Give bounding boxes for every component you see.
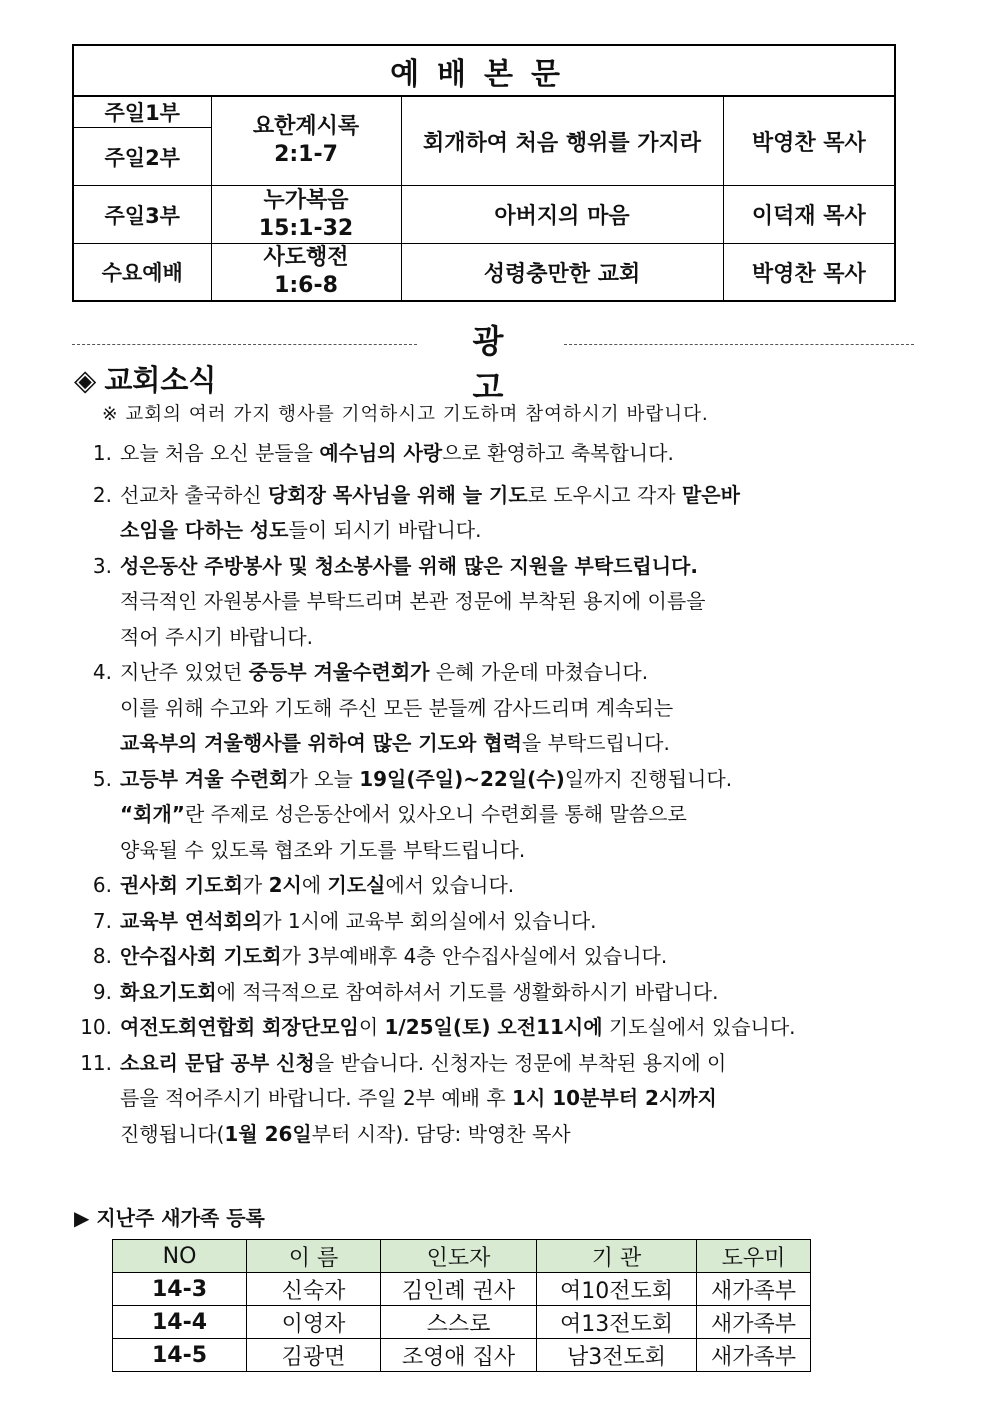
pastor-name: 이덕재 목사 <box>723 186 895 244</box>
service-name: 주일3부 <box>73 186 211 244</box>
item-number: 7. <box>92 908 112 933</box>
item-number: 2. <box>92 482 112 507</box>
service-name: 주일2부 <box>73 128 211 186</box>
text: 기도실에서 있습니다. <box>602 1015 796 1039</box>
announcement-list <box>72 436 902 1152</box>
announcement-item <box>72 904 902 940</box>
text: 부터 시작). 담당: 박영찬 목사 <box>311 1121 571 1146</box>
bold-text: 1시 10분부터 2시까지 <box>512 1086 717 1110</box>
announcement-item <box>72 868 902 904</box>
text: 오늘 처음 오신 분들을 <box>120 441 320 465</box>
table-cell: 새가족부 <box>697 1339 811 1372</box>
bold-text: 고등부 겨울 수련회 <box>120 766 289 791</box>
table-row <box>113 1306 811 1339</box>
bold-text: 권사회 기도회 <box>120 873 243 897</box>
table-cell: 신숙자 <box>247 1273 381 1306</box>
table-row <box>113 1273 811 1306</box>
dashed-divider <box>72 344 417 345</box>
text: 적어 주시기 바랍니다. <box>120 624 313 649</box>
text: 란 주제로 성은동산에서 있사오니 수련회를 통해 말씀으로 <box>184 802 687 826</box>
text: 적극적인 자원봉사를 부탁드리며 본관 정문에 부착된 용지에 이름을 <box>120 589 706 613</box>
bold-text: 예수님의 사랑 <box>319 441 443 465</box>
table-cell: 여13전도회 <box>537 1306 697 1339</box>
text: 가 3부예배후 4층 안수집사실에서 있습니다. <box>281 944 668 968</box>
column-header: NO <box>113 1240 247 1273</box>
worship-table <box>72 44 896 302</box>
item-line <box>120 797 902 833</box>
text: 에서 있습니다. <box>385 873 515 897</box>
section-note: ※ 교회의 여러 가지 행사를 기억하시고 기도하며 참여하시기 바랍니다. <box>102 404 709 425</box>
item-line <box>120 584 902 620</box>
table-cell: 새가족부 <box>697 1273 811 1306</box>
bold-text: 소요리 문답 공부 신청 <box>120 1050 315 1075</box>
bold-text: 소임을 다하는 성도 <box>120 518 289 542</box>
item-number: 9. <box>92 979 112 1004</box>
text: 로 도우시고 각자 <box>527 482 682 507</box>
text: 일까지 진행됩니다. <box>564 766 733 791</box>
item-line <box>120 620 902 656</box>
table-cell: 김인례 권사 <box>381 1273 537 1306</box>
scripture-verse: 1:6-8 <box>274 273 338 298</box>
table-cell: 이영자 <box>247 1306 381 1339</box>
item-line <box>120 436 902 472</box>
table-cell: 여10전도회 <box>537 1273 697 1306</box>
bold-text: 1/25일(토) 오전11시에 <box>384 1015 603 1039</box>
pastor-name: 박영찬 목사 <box>723 96 895 186</box>
column-header: 도우미 <box>697 1240 811 1273</box>
table-row <box>113 1339 811 1372</box>
section-title-text: 교회소식 <box>104 363 217 397</box>
item-line <box>120 762 902 798</box>
item-number: 1. <box>92 441 112 465</box>
newfamily-title: ▶ 지난주 새가족 등록 <box>74 1206 265 1230</box>
pastor-name: 박영찬 목사 <box>723 244 895 302</box>
text: 가 오늘 <box>288 766 360 791</box>
bold-text: 1월 26일 <box>224 1121 312 1146</box>
item-line <box>120 904 902 940</box>
item-line <box>120 1046 902 1082</box>
bold-text: 화요기도회 <box>120 979 217 1004</box>
text: 을 부탁드립니다. <box>521 731 670 755</box>
text: 지난주 있었던 <box>120 660 249 684</box>
diamond-icon: ◈ <box>74 363 97 397</box>
text: 름을 적어주시기 바랍니다. 주일 2부 예배 후 <box>120 1086 513 1110</box>
text: 진행됩니다( <box>120 1121 225 1146</box>
text: 가 1시에 교육부 회의실에서 있습니다. <box>262 908 597 933</box>
item-line <box>120 975 902 1011</box>
item-number: 8. <box>92 944 112 968</box>
bold-text: 기도실 <box>327 873 386 897</box>
dashed-divider <box>564 344 914 345</box>
announcements-title: 광고 <box>472 322 542 406</box>
item-line <box>120 1117 902 1153</box>
text: 에 적극적으로 참여하셔서 기도를 생활화하시기 바랍니다. <box>216 979 719 1004</box>
announcement-item <box>72 549 902 656</box>
bold-text: 맡은바 <box>681 482 740 507</box>
bold-text: 교육부의 겨울행사를 위하여 많은 기도와 협력 <box>120 731 522 755</box>
announcement-item <box>72 655 902 762</box>
scripture-ref <box>211 244 401 302</box>
table-cell: 남3전도회 <box>537 1339 697 1372</box>
item-number: 3. <box>92 553 112 578</box>
section-title <box>74 358 216 399</box>
item-line <box>120 726 902 762</box>
announcement-item <box>72 1010 902 1046</box>
item-number: 5. <box>92 766 112 791</box>
table-cell: 조영애 집사 <box>381 1339 537 1372</box>
table-cell: 새가족부 <box>697 1306 811 1339</box>
bold-text: 당회장 목사님을 위해 늘 기도 <box>267 482 528 507</box>
column-header: 기 관 <box>537 1240 697 1273</box>
bold-text: 안수집사회 기도회 <box>120 944 282 968</box>
table-header-row <box>113 1240 811 1273</box>
item-line <box>120 1010 902 1046</box>
bold-text: 교육부 연석회의 <box>120 908 263 933</box>
scripture-ref <box>211 96 401 186</box>
announcement-item <box>72 762 902 869</box>
scripture-verse: 15:1-32 <box>258 215 354 241</box>
bold-text: 중등부 겨울수련회가 <box>248 660 430 684</box>
item-line <box>120 549 902 585</box>
table-cell: 14-4 <box>113 1306 247 1339</box>
text: 가 <box>242 873 269 897</box>
bold-text: 19일(주일)~22일(수) <box>359 766 565 791</box>
table-cell: 김광면 <box>247 1339 381 1372</box>
service-name: 주일1부 <box>73 96 211 128</box>
text: 들이 되시기 바랍니다. <box>288 518 482 542</box>
item-line <box>120 833 902 869</box>
text: 이를 위해 수고와 기도해 주신 모든 분들께 감사드리며 계속되는 <box>120 695 674 720</box>
text: 으로 환영하고 축복합니다. <box>442 441 674 465</box>
announcement-item <box>72 478 902 549</box>
text: 은혜 가운데 마쳤습니다. <box>429 660 649 684</box>
sermon-title: 회개하여 처음 행위를 가지라 <box>401 96 723 186</box>
text: 에 <box>301 873 328 897</box>
service-name: 수요예배 <box>73 244 211 302</box>
announcement-item <box>72 1046 902 1153</box>
table-cell: 14-5 <box>113 1339 247 1372</box>
bold-text: 여전도회연합회 회장단모임 <box>120 1015 359 1039</box>
sermon-title: 아버지의 마음 <box>401 186 723 244</box>
column-header: 이 름 <box>247 1240 381 1273</box>
bold-text: 2시 <box>268 873 302 897</box>
item-line <box>120 478 902 514</box>
text: 선교차 출국하신 <box>120 482 268 507</box>
item-number: 11. <box>80 1050 112 1075</box>
item-number: 4. <box>92 660 112 684</box>
scripture-book: 사도행전 <box>263 245 349 270</box>
item-number: 6. <box>92 873 112 897</box>
scripture-verse: 2:1-7 <box>274 142 338 167</box>
scripture-book: 누가복음 <box>263 187 349 213</box>
announcement-item <box>72 975 902 1011</box>
announcement-item <box>72 939 902 975</box>
bold-text: 성은동산 주방봉사 및 청소봉사를 위해 많은 지원을 부탁드립니다. <box>120 553 698 578</box>
table-cell: 14-3 <box>113 1273 247 1306</box>
item-number: 10. <box>80 1015 112 1039</box>
scripture-book: 요한계시록 <box>252 114 360 139</box>
item-line <box>120 655 902 691</box>
item-line <box>120 1081 902 1117</box>
item-line <box>120 513 902 549</box>
announcement-item <box>72 436 902 472</box>
newfamily-table <box>112 1239 811 1372</box>
item-line <box>120 691 902 727</box>
scripture-ref <box>211 186 401 244</box>
text: 이 <box>358 1015 385 1039</box>
column-header: 인도자 <box>381 1240 537 1273</box>
text: 을 받습니다. 신청자는 정문에 부착된 용지에 이 <box>314 1050 727 1075</box>
text: 양육될 수 있도록 협조와 기도를 부탁드립니다. <box>120 837 526 862</box>
sermon-title: 성령충만한 교회 <box>401 244 723 302</box>
worship-title: 예배본문 <box>73 45 895 96</box>
item-line <box>120 868 902 904</box>
bold-text: “회개” <box>120 802 185 826</box>
item-line <box>120 939 902 975</box>
table-cell: 스스로 <box>381 1306 537 1339</box>
